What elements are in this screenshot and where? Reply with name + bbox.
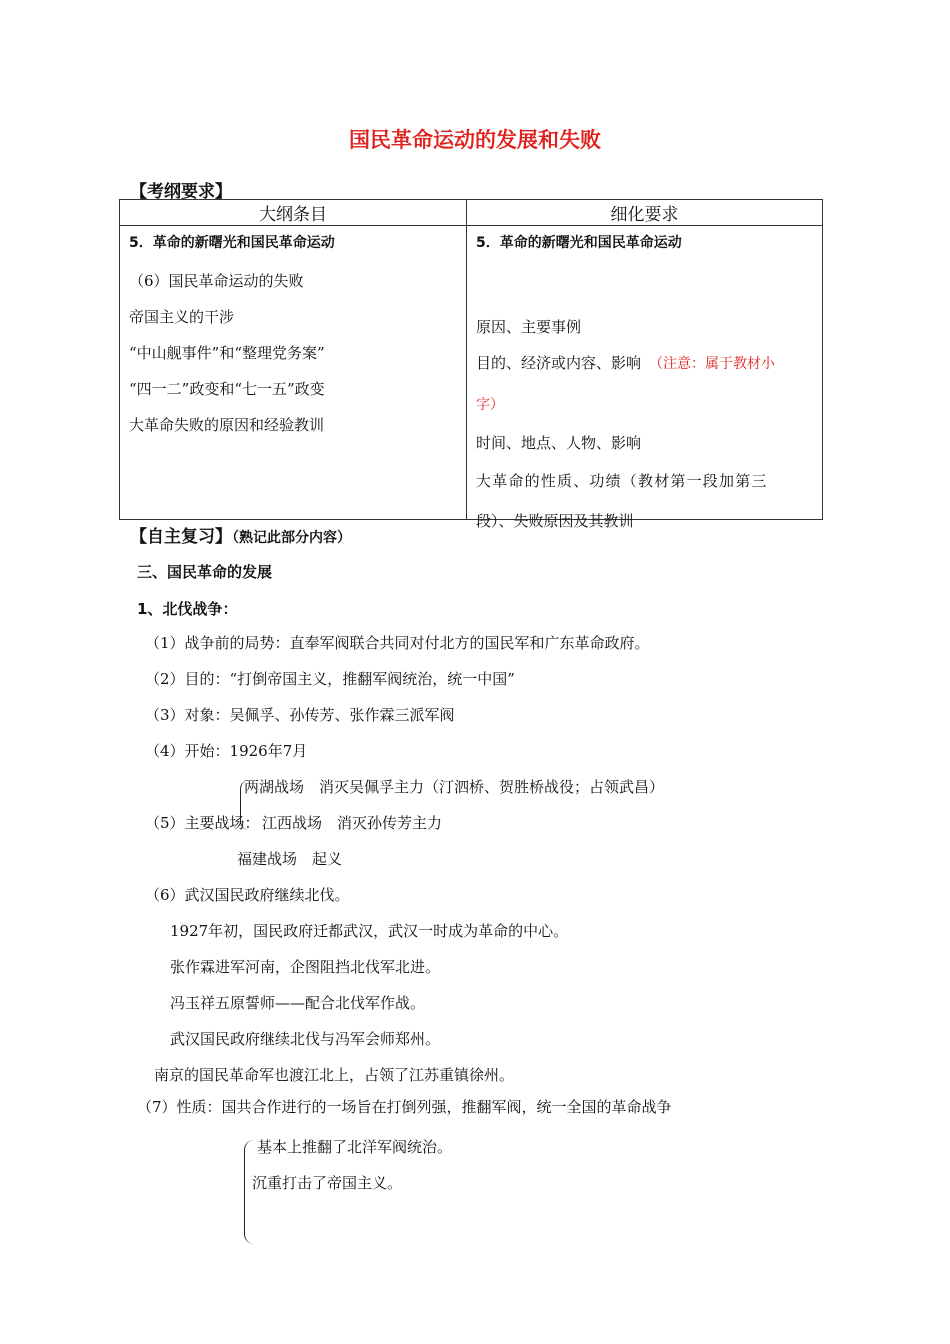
table-header-detail: 细化要求	[467, 200, 823, 226]
influence-item: 沉重打击了帝国主义。	[252, 1174, 403, 1192]
outline-item: （6）国民革命运动的失败	[129, 272, 304, 290]
outline-item: 大革命失败的原因和经验教训	[129, 416, 325, 434]
section-heading-review: 【自主复习】（熟记此部分内容）	[130, 527, 351, 547]
detail-item: 目的、经济或内容、影响 （注意：属于教材小	[476, 354, 776, 372]
outline-item: 帝国主义的干涉	[129, 308, 235, 326]
outline-item: “中山舰事件”和“整理党务案”	[129, 344, 325, 362]
paragraph: （2）目的：“打倒帝国主义，推翻军阀统治，统一中国”	[145, 670, 515, 688]
influence-item: 基本上推翻了北洋军阀统治。	[257, 1138, 453, 1156]
detail-cell	[467, 226, 822, 530]
paragraph: （1）战争前的局势：直奉军阀联合共同对付北方的国民军和广东革命政府。	[145, 634, 650, 652]
battle-item: 福建战场 起义	[237, 850, 343, 868]
paragraph: （6）武汉国民政府继续北伐。	[145, 886, 350, 904]
battle-item: 两湖战场 消灭吴佩孚主力（汀泗桥、贺胜桥战役；占领武昌）	[244, 778, 665, 796]
battle-item: 江西战场 消灭孙传芳主力	[262, 814, 443, 832]
section-heading-kaogang: 【考纲要求】	[130, 182, 232, 202]
paragraph: （4）开始：1926年7月	[145, 742, 308, 760]
subsection-title: 1、北伐战争：	[137, 600, 238, 618]
table-header-outline: 大纲条目	[120, 200, 467, 226]
detail-item: 原因、主要事例	[476, 318, 582, 336]
paragraph: （5）主要战场：	[145, 814, 260, 832]
paragraph: 冯玉祥五原誓师——配合北伐军作战。	[170, 994, 426, 1012]
paragraph: 南京的国民革命军也渡江北上，占领了江苏重镇徐州。	[154, 1066, 515, 1084]
requirements-table	[119, 199, 823, 530]
detail-item: 段）、失败原因及其教训	[476, 512, 634, 530]
outline-cell	[120, 226, 466, 519]
detail-item: 5．革命的新曙光和国民革命运动	[476, 235, 682, 251]
note-red: 字）	[476, 397, 504, 413]
paragraph: 武汉国民政府继续北伐与冯军会师郑州。	[170, 1030, 441, 1048]
paragraph: 张作霖进军河南，企图阻挡北伐军北进。	[170, 958, 441, 976]
outline-item: 5．革命的新曙光和国民革命运动	[129, 235, 335, 251]
paragraph: （3）对象：吴佩孚、孙传芳、张作霖三派军阀	[145, 706, 455, 724]
outline-item: “四一二”政变和“七一五”政变	[129, 380, 325, 398]
note-red: （注意：属于教材小	[649, 356, 776, 372]
paragraph: 1927年初，国民政府迁都武汉，武汉一时成为革命的中心。	[170, 922, 569, 940]
detail-item: 时间、地点、人物、影响	[476, 434, 642, 452]
section-title: 三、国民革命的发展	[137, 563, 273, 581]
detail-item: 大革命的性质、功绩（教材第一段加第三	[476, 472, 768, 490]
page-title: 国民革命运动的发展和失败	[349, 128, 601, 152]
paragraph: （7）性质：国共合作进行的一场旨在打倒列强，推翻军阀，统一全国的革命战争	[137, 1098, 672, 1116]
